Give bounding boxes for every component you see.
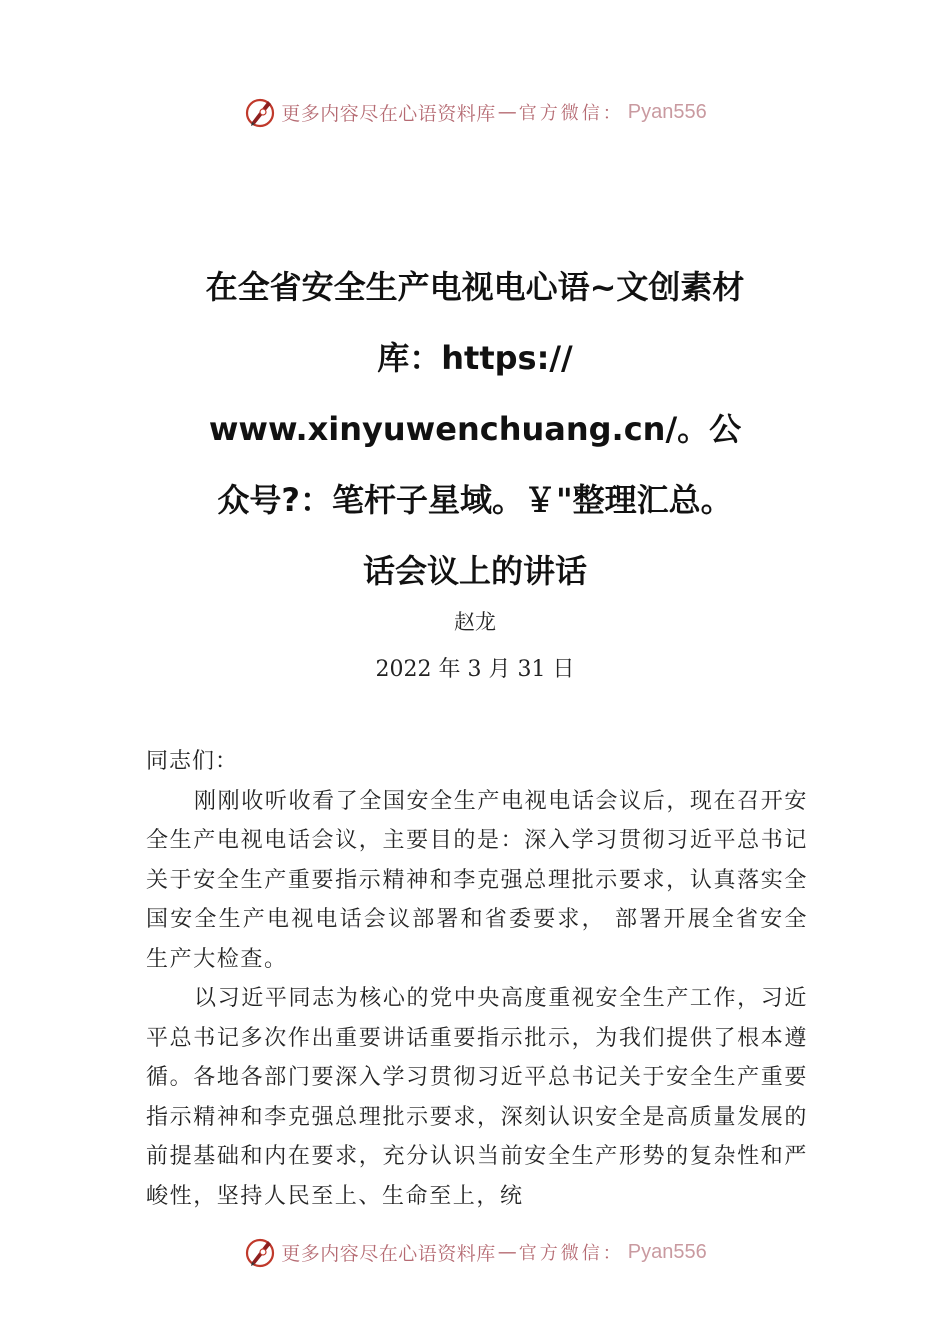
pen-logo-icon bbox=[243, 1235, 277, 1269]
title-line: www.xinyuwenchuang.cn/。公 bbox=[208, 410, 742, 448]
paragraph: 刚刚收听收看了全国安全生产电视电话会议后，现在召开安全生产电视电话会议，主要目的是：深入学习贯彻习近平总书记关于安全生产重要指示精神和李克强总理批示要求，认真落实全国安全生产电视电话会议部署和省委要求， 部署开展全省安全生产大检查。 bbox=[146, 788, 808, 972]
banner-separator: — bbox=[497, 1241, 517, 1263]
title-line: 在全省安全生产电视电心语~文创素材 bbox=[205, 268, 745, 306]
footer-banner bbox=[0, 1232, 950, 1272]
pen-logo-icon bbox=[243, 95, 277, 129]
title-line: 话会议上的讲话 bbox=[362, 552, 587, 590]
banner-text: 更多内容尽在心语资料库 bbox=[281, 1242, 496, 1265]
banner-text: 更多内容尽在心语资料库 bbox=[281, 102, 496, 125]
banner-separator: — bbox=[497, 101, 517, 123]
banner-account: Pyan556 bbox=[627, 100, 707, 123]
header-banner bbox=[0, 92, 950, 132]
author: 赵龙 bbox=[454, 610, 496, 634]
title-line: 库：https:// bbox=[377, 339, 573, 377]
banner-label: 官方微信： bbox=[518, 1243, 624, 1264]
banner-account: Pyan556 bbox=[627, 1240, 707, 1263]
date: 2022 年 3 月 31 日 bbox=[375, 657, 575, 682]
paragraph: 以习近平同志为核心的党中央高度重视安全生产工作，习近平总书记多次作出重要讲话重要指示批示，为我们提供了根本遵循。各地各部门要深入学习贯彻习近平总书记关于安全生产重要指示精神和李克强总理批示要求，深刻认识安全是高质量发展的前提基础和内在要求，充分认识当前安全生产形势的复杂性和严峻性，坚持人民至上、生命至上，统 bbox=[146, 986, 808, 1209]
greeting: 同志们： bbox=[146, 749, 239, 774]
banner-label: 官方微信： bbox=[518, 103, 624, 124]
title-line: 众号?：笔杆子星域。￥"整理汇总。 bbox=[217, 481, 733, 519]
document-title bbox=[150, 252, 800, 607]
document-body bbox=[146, 742, 808, 1216]
